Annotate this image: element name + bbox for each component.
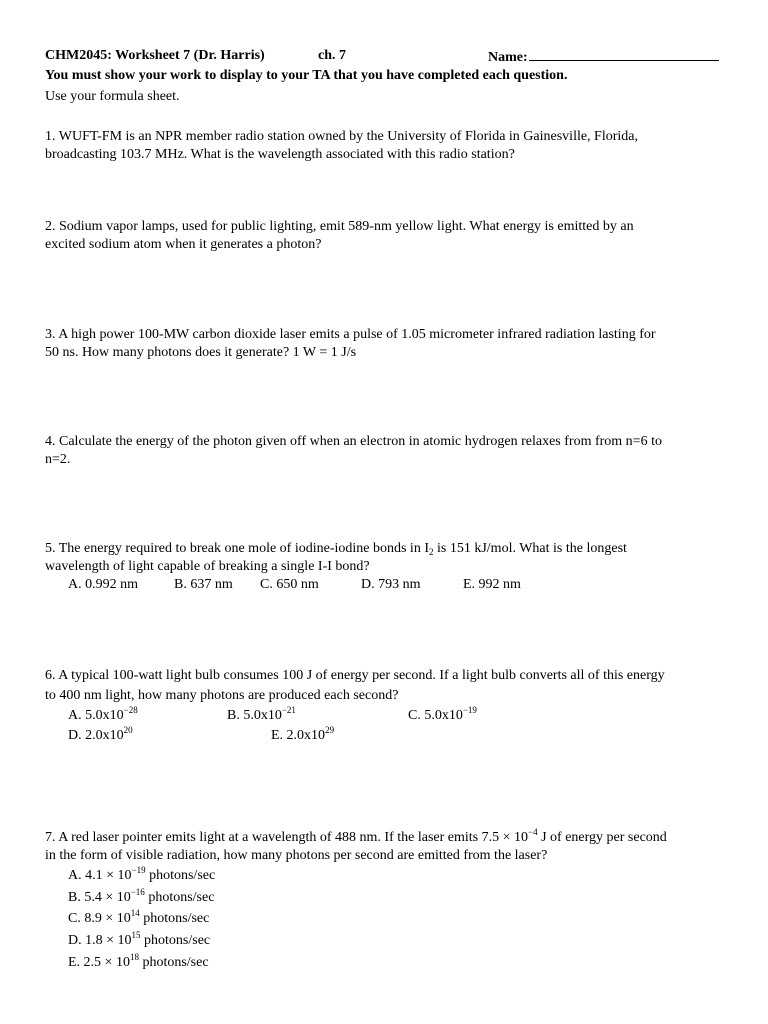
question-2-line-2: excited sodium atom when it generates a photon? <box>45 237 322 252</box>
q7-option-a: A. $4.1 \times 10^{-19}$ photons/sec <box>68 865 216 883</box>
question-6-line-1: 6. A typical 100-watt light bulb consumes 100 J of energy per second. If a light bulb converts all of this energy <box>45 668 665 683</box>
q5-option-b: B. 637 nm <box>174 577 233 592</box>
question-3-line-1: 3. A high power 100-MW carbon dioxide laser emits a pulse of 1.05 micrometer infrared radiation lasting for <box>45 327 656 342</box>
question-7 <box>45 829 725 865</box>
q6-option-e: E. $2.0x10^{29}$ <box>271 725 335 743</box>
question-7-line-2: in the form of visible radiation, how many photons per second are emitted from the laser? <box>45 848 548 863</box>
question-6-line-2: to 400 nm light, how many photons are produced each second? <box>45 688 399 703</box>
formula-note: Use your formula sheet. <box>45 89 180 104</box>
question-7-line-1: 7. A red laser pointer emits light at a wavelength of 488 nm. If the laser emits $7.5 \times 10^{-4}$ J of energy per second <box>45 827 667 845</box>
q5-option-e: E. 992 nm <box>463 577 521 592</box>
question-1-line-1: 1. WUFT-FM is an NPR member radio station owned by the University of Florida in Gainesville, Florida, <box>45 129 638 144</box>
question-3 <box>45 326 725 362</box>
question-2-line-1: 2. Sodium vapor lamps, used for public lighting, emit 589-nm yellow light. What energy is emitted by an <box>45 219 634 234</box>
question-5-line-2: wavelength of light capable of breaking a single I-I bond? <box>45 559 370 574</box>
question-4 <box>45 433 725 469</box>
question-6 <box>45 666 725 706</box>
q5-option-c: C. 650 nm <box>260 577 319 592</box>
q7-option-e: E. $2.5 \times 10^{18}$ photons/sec <box>68 952 209 970</box>
q5-option-d: D. 793 nm <box>361 577 421 592</box>
question-3-line-2: 50 ns. How many photons does it generate? 1 W = 1 J/s <box>45 345 357 360</box>
q7-option-b: B. $5.4 \times 10^{-16}$ photons/sec <box>68 887 215 905</box>
question-4-line-1: 4. Calculate the energy of the photon given off when an electron in atomic hydrogen relaxes from from n=6 to <box>45 434 662 449</box>
q6-option-b: B. $5.0x10^{-21}$ <box>227 705 296 723</box>
q6-option-a: A. $5.0x10^{-28}$ <box>68 705 138 723</box>
q6-option-d: D. $2.0x10^{20}$ <box>68 725 133 743</box>
course-title: CHM2045: Worksheet 7 (Dr. Harris) <box>45 48 265 63</box>
question-2 <box>45 218 725 254</box>
iodine-subscript: 2 <box>429 547 434 557</box>
name-field <box>488 47 719 67</box>
q7-option-d: D. $1.8 \times 10^{15}$ photons/sec <box>68 930 211 948</box>
q5-option-a: A. 0.992 nm <box>68 577 138 592</box>
question-5-line-1: 5. The energy required to break one mole of iodine-iodine bonds in $I_2$ is 151 kJ/mol. What is the longest <box>45 541 627 557</box>
name-label: Name: <box>488 50 528 65</box>
chapter-label: ch. 7 <box>318 48 346 63</box>
name-blank <box>529 47 719 61</box>
question-1 <box>45 128 725 164</box>
question-5 <box>45 540 725 576</box>
instruction-text: You must show your work to display to your TA that you have completed each question. <box>45 68 568 83</box>
question-4-line-2: n=2. <box>45 452 71 467</box>
q7-option-c: C. $8.9 \times 10^{14}$ photons/sec <box>68 908 210 926</box>
question-1-line-2: broadcasting 103.7 MHz. What is the wavelength associated with this radio station? <box>45 147 515 162</box>
q6-option-c: C. $5.0x10^{-19}$ <box>408 705 477 723</box>
